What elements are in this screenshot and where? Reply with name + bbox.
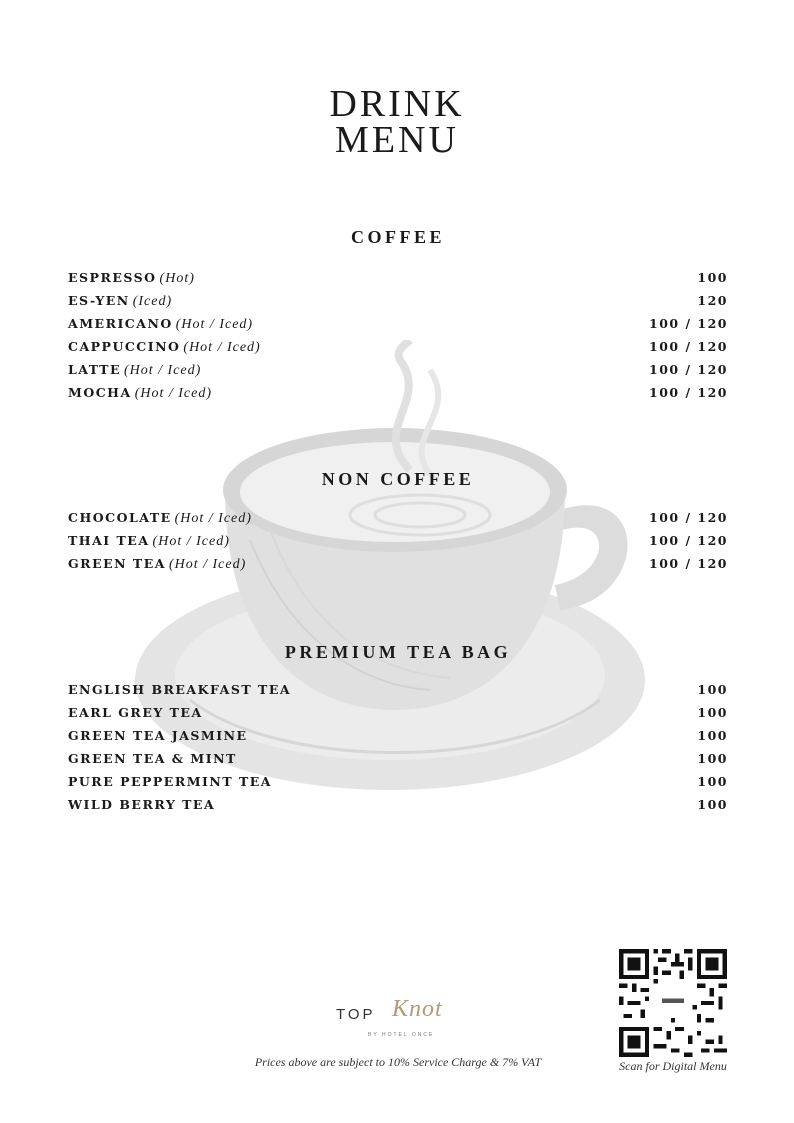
title-line-2: MENU [335,119,459,161]
logo-sub-text: BY HOTEL ONCE [368,1032,435,1038]
section-heading-coffee: COFFEE [350,227,445,247]
menu-item-espresso [68,266,728,289]
item-price: 100 [697,270,728,285]
item-note: (Hot / Iced) [124,363,202,378]
item-price: 100 / 120 [649,510,728,525]
item-price: 100 / 120 [649,533,728,548]
item-price: 100 [697,774,728,789]
item-note: (Hot / Iced) [175,317,254,332]
menu-item-es-yen [68,289,728,312]
item-price: 100 [697,682,728,697]
menu-item-earl-grey-tea [68,701,728,724]
item-price: 100 [697,751,728,766]
item-note: (Hot / Iced) [174,511,252,526]
item-price: 100 / 120 [649,339,728,354]
item-name: CAPPUCCINO [68,339,181,354]
item-name: EARL GREY TEA [68,705,203,720]
item-note: (Hot / Iced) [152,534,230,549]
premium-tea-item-list [68,678,728,816]
page-title [0,83,794,161]
menu-item-english-breakfast-tea [68,678,728,701]
item-price: 100 / 120 [649,556,728,571]
item-name: GREEN TEA JASMINE [68,728,248,743]
item-note: (Hot) [159,271,195,286]
coffee-item-list [68,266,728,404]
item-name: PURE PEPPERMINT TEA [68,774,273,789]
item-name: ESPRESSO [68,270,157,285]
title-line-1: DRINK [329,83,465,125]
menu-item-pure-peppermint-tea [68,770,728,793]
section-premium-tea-bag [68,641,728,816]
menu-item-cappuccino [68,335,728,358]
item-name: MOCHA [68,385,132,400]
menu-item-chocolate [68,506,728,529]
menu-item-mocha [68,381,728,404]
item-note: (Hot / Iced) [134,386,212,401]
item-name: CHOCOLATE [68,510,172,525]
item-price: 100 / 120 [649,362,728,377]
section-coffee [68,226,728,404]
menu-item-americano [68,312,728,335]
item-note: (Hot / Iced) [183,340,261,355]
menu-item-thai-tea [68,529,728,552]
item-price: 100 [697,797,728,812]
item-name: AMERICANO [68,316,173,331]
menu-item-green-tea-mint [68,747,728,770]
menu-item-green-tea [68,552,728,575]
item-name: ENGLISH BREAKFAST TEA [68,682,292,697]
item-price: 120 [697,293,728,308]
menu-item-wild-berry-tea [68,793,728,816]
item-name: GREEN TEA & MINT [68,751,237,766]
item-note: (Iced) [132,294,173,309]
price-disclaimer: Prices above are subject to 10% Service Charge & 7% VAT [254,1055,542,1069]
menu-item-latte [68,358,728,381]
section-heading-premium-tea-bag: PREMIUM TEA BAG [284,642,512,662]
non-coffee-item-list [68,506,728,575]
item-name: ES-YEN [68,293,130,308]
logo-knot-text: Knot [392,996,443,1022]
section-heading-non-coffee: NON COFFEE [321,469,475,489]
qr-caption: Scan for Digital Menu [619,1059,727,1073]
item-price: 100 [697,728,728,743]
qr-code-icon[interactable] [619,949,727,1057]
topknot-logo [334,996,464,1042]
item-name: GREEN TEA [68,556,166,571]
section-non-coffee [68,468,728,575]
item-note: (Hot / Iced) [168,557,247,572]
item-price: 100 / 120 [649,385,728,400]
menu-item-green-tea-jasmine [68,724,728,747]
item-name: LATTE [68,362,121,377]
item-price: 100 / 120 [649,316,728,331]
item-price: 100 [697,705,728,720]
item-name: THAI TEA [68,533,150,548]
item-name: WILD BERRY TEA [68,797,216,812]
logo-top-text: TOP [336,1006,376,1023]
